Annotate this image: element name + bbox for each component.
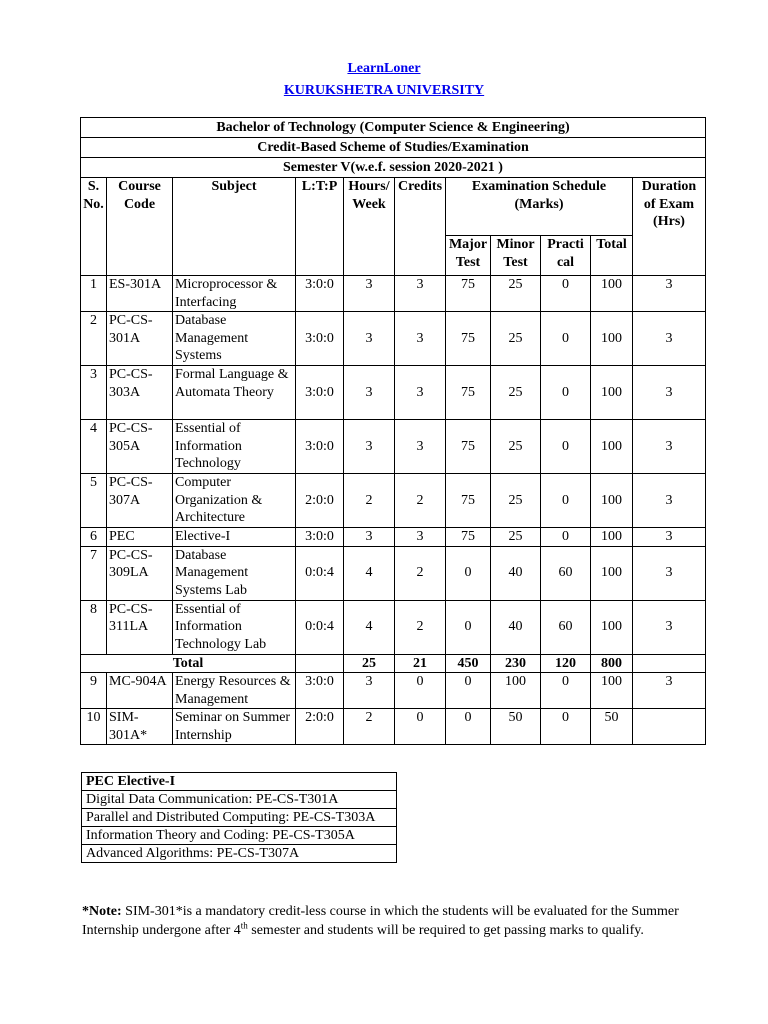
cell-hours: 3	[344, 420, 395, 474]
cell-sno: 7	[81, 546, 107, 600]
scheme-table	[80, 117, 706, 745]
cell-total: 100	[591, 420, 633, 474]
cell-subject: Essential of Information Technology	[173, 420, 296, 474]
cell-total: 100	[591, 600, 633, 654]
total-total: 800	[591, 654, 633, 673]
note-paragraph	[82, 902, 692, 940]
cell-minor: 40	[491, 546, 541, 600]
pec-item: Digital Data Communication: PE-CS-T301A	[82, 791, 397, 809]
col-course-code: Course Code	[107, 178, 173, 276]
cell-sno: 5	[81, 474, 107, 528]
cell-practical: 0	[541, 474, 591, 528]
cell-course-code: PC-CS-311LA	[107, 600, 173, 654]
cell-hours: 4	[344, 546, 395, 600]
table-row	[81, 276, 706, 312]
cell-duration: 3	[633, 312, 706, 366]
cell-duration: 3	[633, 528, 706, 547]
cell-minor: 25	[491, 420, 541, 474]
pec-item: Parallel and Distributed Computing: PE-CS-T303A	[82, 809, 397, 827]
cell-practical: 0	[541, 312, 591, 366]
cell-sno: 1	[81, 276, 107, 312]
table-row	[81, 420, 706, 474]
table-row	[81, 546, 706, 600]
cell-subject: Computer Organization & Architecture	[173, 474, 296, 528]
cell-duration: 3	[633, 276, 706, 312]
cell-ltp: 2:0:0	[296, 709, 344, 745]
cell-major: 75	[446, 474, 491, 528]
pec-elective-table	[81, 772, 397, 863]
cell-credits: 0	[395, 673, 446, 709]
pec-item: Information Theory and Coding: PE-CS-T305A	[82, 827, 397, 845]
cell-subject: Database Management Systems	[173, 312, 296, 366]
cell-total: 100	[591, 312, 633, 366]
col-ltp: L:T:P	[296, 178, 344, 276]
pec-title: PEC Elective-I	[82, 773, 397, 791]
cell-ltp: 2:0:0	[296, 474, 344, 528]
cell-minor: 25	[491, 528, 541, 547]
cell-duration	[633, 709, 706, 745]
cell-sno: 6	[81, 528, 107, 547]
cell-hours: 3	[344, 312, 395, 366]
cell-course-code: PEC	[107, 528, 173, 547]
table-title: Bachelor of Technology (Computer Science & Engineering)	[81, 118, 706, 138]
total-credits: 21	[395, 654, 446, 673]
cell-hours: 3	[344, 366, 395, 420]
cell-major: 0	[446, 600, 491, 654]
table-row	[81, 673, 706, 709]
cell-course-code: PC-CS-307A	[107, 474, 173, 528]
col-duration: Duration of Exam (Hrs)	[633, 178, 706, 276]
cell-sno: 9	[81, 673, 107, 709]
cell-total: 50	[591, 709, 633, 745]
table-row	[81, 474, 706, 528]
total-major: 450	[446, 654, 491, 673]
table-row	[81, 600, 706, 654]
cell-minor: 25	[491, 276, 541, 312]
table-semester: Semester V(w.e.f. session 2020-2021 )	[81, 158, 706, 178]
col-minor: Minor Test	[491, 236, 541, 276]
cell-course-code: ES-301A	[107, 276, 173, 312]
cell-hours: 3	[344, 276, 395, 312]
cell-credits: 2	[395, 474, 446, 528]
cell-total: 100	[591, 673, 633, 709]
cell-major: 75	[446, 276, 491, 312]
col-credits: Credits	[395, 178, 446, 276]
note-label: *Note:	[82, 904, 122, 919]
cell-hours: 2	[344, 709, 395, 745]
cell-duration: 3	[633, 420, 706, 474]
cell-hours: 4	[344, 600, 395, 654]
cell-course-code: SIM-301A*	[107, 709, 173, 745]
cell-course-code: PC-CS-309LA	[107, 546, 173, 600]
cell-practical: 60	[541, 546, 591, 600]
total-row	[81, 654, 706, 673]
total-hours: 25	[344, 654, 395, 673]
cell-practical: 0	[541, 420, 591, 474]
table-row	[81, 709, 706, 745]
cell-credits: 3	[395, 528, 446, 547]
cell-total: 100	[591, 366, 633, 420]
cell-duration: 3	[633, 600, 706, 654]
cell-minor: 40	[491, 600, 541, 654]
cell-credits: 2	[395, 600, 446, 654]
cell-practical: 60	[541, 600, 591, 654]
cell-minor: 25	[491, 474, 541, 528]
col-practical: Practi cal	[541, 236, 591, 276]
cell-ltp: 3:0:0	[296, 366, 344, 420]
cell-total: 100	[591, 546, 633, 600]
cell-sno: 10	[81, 709, 107, 745]
cell-subject: Essential of Information Technology Lab	[173, 600, 296, 654]
note-sup: th	[240, 920, 248, 931]
cell-hours: 3	[344, 528, 395, 547]
cell-sno: 4	[81, 420, 107, 474]
cell-sno: 3	[81, 366, 107, 420]
cell-subject: Database Management Systems Lab	[173, 546, 296, 600]
cell-minor: 25	[491, 366, 541, 420]
cell-hours: 2	[344, 474, 395, 528]
col-major: Major Test	[446, 236, 491, 276]
col-sno: S. No.	[81, 178, 107, 276]
total-minor: 230	[491, 654, 541, 673]
cell-practical: 0	[541, 366, 591, 420]
cell-minor: 100	[491, 673, 541, 709]
col-total: Total	[591, 236, 633, 276]
cell-ltp: 0:0:4	[296, 546, 344, 600]
cell-practical: 0	[541, 276, 591, 312]
cell-subject: Formal Language & Automata Theory	[173, 366, 296, 420]
cell-ltp: 3:0:0	[296, 673, 344, 709]
cell-major: 75	[446, 366, 491, 420]
cell-major: 75	[446, 528, 491, 547]
cell-total: 100	[591, 528, 633, 547]
cell-subject: Energy Resources & Management	[173, 673, 296, 709]
cell-duration	[633, 654, 706, 673]
cell-credits: 3	[395, 276, 446, 312]
cell-ltp: 3:0:0	[296, 276, 344, 312]
cell-course-code: PC-CS-305A	[107, 420, 173, 474]
cell-credits: 3	[395, 312, 446, 366]
cell-duration: 3	[633, 474, 706, 528]
cell-major: 0	[446, 546, 491, 600]
col-subject: Subject	[173, 178, 296, 276]
total-practical: 120	[541, 654, 591, 673]
cell-ltp: 3:0:0	[296, 528, 344, 547]
cell-major: 0	[446, 673, 491, 709]
cell-minor: 25	[491, 312, 541, 366]
cell-practical: 0	[541, 709, 591, 745]
col-hours: Hours/ Week	[344, 178, 395, 276]
cell-course-code: PC-CS-301A	[107, 312, 173, 366]
total-label: Total	[81, 654, 296, 673]
cell-course-code: MC-904A	[107, 673, 173, 709]
cell-credits: 2	[395, 546, 446, 600]
cell-credits: 0	[395, 709, 446, 745]
cell-sno: 2	[81, 312, 107, 366]
pec-item: Advanced Algorithms: PE-CS-T307A	[82, 845, 397, 863]
note-text: SIM-301*is a mandatory credit-less course in which the students will be evaluated for the Summer Internship undergone after 4	[82, 904, 679, 938]
cell-duration: 3	[633, 546, 706, 600]
cell-subject: Microprocessor & Interfacing	[173, 276, 296, 312]
table-subtitle: Credit-Based Scheme of Studies/Examination	[81, 138, 706, 158]
university-link[interactable]: KURUKSHETRA UNIVERSITY	[283, 83, 485, 98]
cell-ltp: 0:0:4	[296, 600, 344, 654]
table-row	[81, 312, 706, 366]
cell-duration: 3	[633, 673, 706, 709]
cell-practical: 0	[541, 673, 591, 709]
cell-credits: 3	[395, 420, 446, 474]
cell-total: 100	[591, 474, 633, 528]
cell-major: 0	[446, 709, 491, 745]
cell-credits: 3	[395, 366, 446, 420]
cell-ltp: 3:0:0	[296, 420, 344, 474]
note-text-end: semester and students will be required to get passing marks to qualify.	[247, 923, 644, 938]
cell-ltp: 3:0:0	[296, 312, 344, 366]
cell-subject: Elective-I	[173, 528, 296, 547]
cell-duration: 3	[633, 366, 706, 420]
table-row	[81, 366, 706, 420]
cell-ltp	[296, 654, 344, 673]
cell-major: 75	[446, 312, 491, 366]
cell-sno: 8	[81, 600, 107, 654]
cell-minor: 50	[491, 709, 541, 745]
col-exam-schedule: Examination Schedule (Marks)	[446, 178, 633, 236]
cell-subject: Seminar on Summer Internship	[173, 709, 296, 745]
cell-major: 75	[446, 420, 491, 474]
cell-total: 100	[591, 276, 633, 312]
table-row	[81, 528, 706, 547]
cell-course-code: PC-CS-303A	[107, 366, 173, 420]
cell-hours: 3	[344, 673, 395, 709]
learnloner-link[interactable]: LearnLoner	[347, 61, 421, 76]
cell-practical: 0	[541, 528, 591, 547]
